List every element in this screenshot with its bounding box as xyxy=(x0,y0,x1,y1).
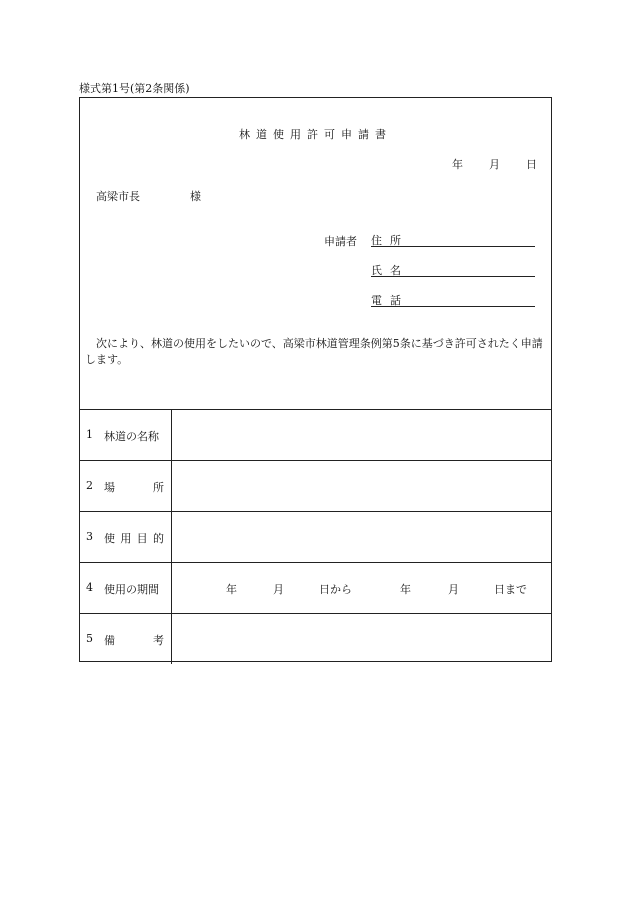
row-label-char: 用 xyxy=(120,532,132,545)
application-form xyxy=(79,97,552,662)
application-statement: 次により、林道の使用をしたいので、高梁市林道管理条例第5条に基づき許可されたく申請します。 xyxy=(85,337,543,366)
table-row-purpose xyxy=(80,512,551,563)
form-title: 林道使用許可申請書 xyxy=(239,128,392,141)
date-month-label: 月 xyxy=(489,158,500,171)
row-number: 3 xyxy=(86,530,93,543)
row-label-char: 目 xyxy=(136,532,148,545)
row-number: 1 xyxy=(86,428,93,441)
row-label-cell xyxy=(80,461,172,511)
addressee-honorific: 様 xyxy=(190,190,201,203)
period-end-year: 年 xyxy=(400,583,411,596)
table-row-period xyxy=(80,563,551,614)
period-start-year: 年 xyxy=(226,583,237,596)
row-label-char: 考 xyxy=(153,634,164,647)
row-label-char: 場 xyxy=(104,481,115,494)
date-year-label: 年 xyxy=(452,158,463,171)
row-label-purpose xyxy=(104,530,164,546)
table-row-remarks xyxy=(80,614,551,664)
table-row-location xyxy=(80,461,551,512)
form-number-label: 様式第1号(第2条関係) xyxy=(79,82,190,95)
row-label-period: 使用の期間 xyxy=(104,583,159,596)
details-table xyxy=(80,409,551,664)
applicant-name-field[interactable] xyxy=(371,262,535,277)
period-end-month: 月 xyxy=(448,583,459,596)
table-row-road-name xyxy=(80,410,551,461)
applicant-phone-field[interactable] xyxy=(371,292,535,307)
applicant-name-label: 氏名 xyxy=(371,264,409,277)
row-label-location xyxy=(104,479,164,495)
row-number: 5 xyxy=(86,632,93,645)
applicant-label: 申請者 xyxy=(324,235,357,248)
row-label-cell xyxy=(80,614,172,664)
row-label-road-name: 林道の名称 xyxy=(104,430,159,443)
row-label-cell xyxy=(80,512,172,562)
period-start-day: 日から xyxy=(319,583,352,596)
row-label-char: 使 xyxy=(104,532,115,545)
applicant-address-field[interactable] xyxy=(371,232,535,247)
applicant-address-label: 住所 xyxy=(371,234,409,247)
addressee xyxy=(96,188,201,204)
row-number: 2 xyxy=(86,479,93,492)
period-end-day: 日まで xyxy=(494,583,527,596)
row-label-char: 備 xyxy=(104,634,115,647)
row-number: 4 xyxy=(86,581,93,594)
addressee-name: 高梁市長 xyxy=(96,190,140,203)
period-start-month: 月 xyxy=(273,583,284,596)
row-label-char: 的 xyxy=(152,532,164,545)
row-label-cell xyxy=(80,410,172,460)
row-label-char: 所 xyxy=(153,481,164,494)
period-field[interactable] xyxy=(80,581,551,595)
row-label-remarks xyxy=(104,632,164,648)
date-day-label: 日 xyxy=(526,158,537,171)
applicant-phone-label: 電話 xyxy=(371,294,409,307)
